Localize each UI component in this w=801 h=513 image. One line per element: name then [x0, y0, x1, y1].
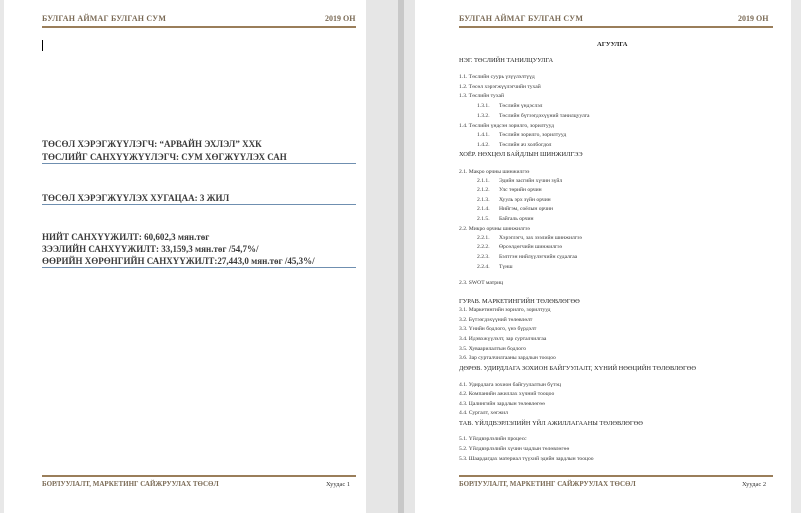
toc-entry[interactable] [477, 133, 566, 139]
toc-entry-text: Улс төрийн орчин [499, 187, 542, 193]
toc-entry[interactable] [477, 188, 542, 194]
toc-entry-text: 1.2. Төсөл хэрэгжүүлэгчийн тухай [459, 84, 541, 90]
toc-entry[interactable] [459, 124, 554, 130]
header-rule [459, 26, 773, 28]
toc-entry[interactable] [459, 411, 508, 417]
project-funder: ТӨСЛИЙГ САНХҮҮЖҮҮЛЭГЧ: СУМ ХӨГЖҮҮЛЭХ САН [42, 152, 287, 162]
toc-entry[interactable] [459, 318, 532, 324]
underline-rule [42, 163, 356, 164]
page-gap [366, 0, 415, 513]
page-header-left: БУЛГАН АЙМАГ БУЛГАН СУМ [42, 14, 167, 23]
toc-entry-text: 4.1. Удирдлага зохион байгуулалтын бүтэц [459, 382, 561, 388]
toc-entry-text: Эдийн засгийн хүчин зүйл [499, 178, 563, 184]
page-footer-left: БОРЛУУЛАЛТ, МАРКЕТИНГ САЙЖРУУЛАХ ТӨСӨЛ [42, 480, 219, 488]
project-implementer: ТӨСӨЛ ХЭРЭГЖҮҮЛЭГЧ: “АРВАЙН ЭХЛЭЛ” ХХК [42, 139, 262, 149]
toc-entry[interactable] [459, 347, 526, 353]
toc-entry[interactable] [477, 179, 562, 185]
page-footer-left: БОРЛУУЛАЛТ, МАРКЕТИНГ САЙЖРУУЛАХ ТӨСӨЛ [459, 480, 636, 488]
toc-entry-text: 1.4. Төслийн үндсэн зорилго, зорилтууд [459, 123, 554, 129]
toc-entry-text: Төслийн ач холбогдол [499, 142, 552, 148]
toc-entry-number: 1.3.1. [477, 103, 490, 109]
toc-entry-number: 2.1.3. [477, 197, 490, 203]
toc-entry[interactable] [459, 227, 530, 233]
toc-entry-number: 1.4.1. [477, 132, 490, 138]
toc-entry-number: 1.4.2. [477, 142, 490, 148]
own-funding: ӨӨРИЙН ХӨРӨНГИЙН САНХҮҮЖИЛТ:27,443,0 мян.төг /45,3%/ [42, 256, 315, 266]
toc-entry[interactable] [477, 217, 534, 223]
toc-entry-text: Төслийн бүтээгдэхүүний танилцуулга [499, 113, 590, 119]
toc-entry[interactable] [459, 437, 527, 443]
toc-entry[interactable] [459, 281, 503, 287]
toc-section-heading[interactable] [459, 299, 580, 305]
toc-entry[interactable] [477, 104, 542, 110]
toc-entry-text: ДӨРӨВ. УДИРДЛАГА ЗОХИОН БАЙГУУЛАЛТ, ХҮНИЙ НӨӨЦИЙН ТӨЛӨВЛӨГӨӨ [459, 365, 696, 372]
toc-entry[interactable] [459, 383, 561, 389]
toc-entry-number: 2.1.1. [477, 178, 490, 184]
page-header-right: 2019 ОН [325, 14, 356, 23]
toc-entry[interactable] [459, 94, 504, 100]
footer-rule [459, 475, 773, 477]
toc-title: АГУУЛГА [597, 41, 628, 48]
toc-entry-number: 2.2.3. [477, 254, 490, 260]
toc-entry-number: 2.1.2. [477, 187, 490, 193]
toc-entry[interactable] [459, 392, 554, 398]
toc-entry-text: Төслийн зорилго, зорилтууд [499, 132, 567, 138]
toc-entry-text: ТАВ. ҮЙЛДВЭРЛЭЛИЙН ҮЙЛ АЖИЛЛАГААНЫ ТӨЛӨВЛӨГӨӨ [459, 420, 643, 427]
toc-entry-text: 4.4. Сургалт, хөгжил [459, 410, 508, 416]
toc-entry[interactable] [459, 170, 529, 176]
toc-section-heading[interactable] [459, 421, 643, 427]
toc-entry-number: 1.3.2. [477, 113, 490, 119]
toc-entry[interactable] [477, 236, 582, 242]
toc-entry-text: 5.3. Шаардагдах материал түүхий эдийн зардлын тооцоо [459, 456, 594, 462]
toc-entry-text: 3.2. Бүтээгдэхүүний төлөвлөлт [459, 317, 533, 323]
toc-entry-text: 3.5. Хуваарилалтын бодлого [459, 346, 527, 352]
toc-entry[interactable] [459, 75, 535, 81]
toc-entry-text: 1.1. Төслийн суурь үзүүлэлтүүд [459, 74, 535, 80]
toc-entry-text: 4.3. Цалингийн зардлын төлөвлөгөө [459, 401, 545, 407]
toc-entry-text: 2.3. SWOT матриц [459, 280, 504, 286]
text-cursor[interactable] [42, 40, 43, 51]
toc-entry-text: 3.1. Маркетингийн зорилго, зорилтууд [459, 307, 551, 313]
page-header-right: 2019 ОН [738, 14, 769, 23]
underline-rule [42, 267, 356, 268]
toc-entry[interactable] [477, 245, 562, 251]
toc-entry-number: 2.2.4. [477, 264, 490, 270]
toc-entry[interactable] [459, 337, 546, 343]
toc-entry-text: 5.2. Үйлдвэрлэлийн хүчин чадлын төлөвлөгөө [459, 446, 570, 452]
toc-entry[interactable] [459, 356, 556, 362]
toc-entry-text: 5.1. Үйлдвэрлэлийн процесс [459, 436, 527, 442]
toc-entry-text: 3.3. Үнийн бодлого, үнэ бүрдэлт [459, 326, 537, 332]
toc-section-heading[interactable] [459, 58, 553, 64]
toc-entry-text: НЭГ. ТӨСЛИЙН ТАНИЛЦУУЛГА [459, 57, 554, 64]
total-funding: НИЙТ САНХҮҮЖИЛТ: 60,602,3 мян.төг [42, 232, 210, 242]
underline-rule [42, 204, 356, 205]
toc-entry-number: 2.1.5. [477, 216, 490, 222]
toc-entry-text: 3.4. Идэвхжүүлэлт, зар сурталчилгаа [459, 336, 547, 342]
toc-entry-number: 2.2.2. [477, 244, 490, 250]
toc-entry[interactable] [477, 198, 551, 204]
toc-section-heading[interactable] [459, 366, 696, 372]
project-duration: ТӨСӨЛ ХЭРЭГЖҮҮЛЭХ ХУГАЦАА: 3 ЖИЛ [42, 193, 230, 203]
toc-entry[interactable] [477, 114, 590, 120]
toc-entry-text: Төслийн үндэслэл [499, 103, 543, 109]
toc-entry-text: ГУРАВ. МАРКЕТИНГИЙН ТӨЛӨВЛӨГӨӨ [459, 298, 580, 305]
toc-entry[interactable] [459, 447, 569, 453]
header-rule [42, 26, 356, 28]
toc-entry[interactable] [477, 207, 553, 213]
toc-entry-text: 2.1. Макро орчны шинжилгээ [459, 169, 530, 175]
toc-entry[interactable] [477, 265, 513, 271]
toc-entry-text: 3.6. Зар сурталчилгааны зардлын тооцоо [459, 355, 556, 361]
toc-entry-number: 2.2.1. [477, 235, 490, 241]
toc-entry[interactable] [459, 402, 545, 408]
page-number: Хуудас 1 [326, 481, 351, 488]
toc-entry-text: 4.2. Компанийн ажиллах хүчний тооцоо [459, 391, 555, 397]
toc-entry-text: Бэлтгэн нийлүүлэгчийн судалгаа [499, 254, 578, 260]
page-header-left: БУЛГАН АЙМАГ БУЛГАН СУМ [459, 14, 584, 23]
toc-entry-text: 2.2. Микро орчны шинжилгээ [459, 226, 530, 232]
page-separator [398, 0, 404, 513]
toc-entry-number: 2.1.4. [477, 206, 490, 212]
toc-entry-text: Нийгэм, соёлын орчин [499, 206, 553, 212]
toc-entry-text: Хэрэглэгч, зах зээлийн шинжилгээ [499, 235, 582, 241]
toc-entry[interactable] [459, 308, 551, 314]
toc-entry-text: Хууль эрх зүйн орчин [499, 197, 551, 203]
toc-entry[interactable] [459, 327, 536, 333]
toc-entry-text: 1.3. Төслийн тухай [459, 93, 505, 99]
toc-entry[interactable] [477, 143, 551, 149]
toc-section-heading[interactable] [459, 152, 583, 158]
page-number: Хуудас 2 [742, 481, 767, 488]
toc-entry-text: ХОЁР. НӨХЦӨЛ БАЙДЛЫН ШИНЖИЛГЭЭ [459, 151, 583, 158]
footer-rule [42, 475, 356, 477]
toc-entry[interactable] [459, 85, 541, 91]
toc-entry[interactable] [477, 255, 577, 261]
toc-entry[interactable] [459, 457, 594, 463]
toc-entry-text: Түнш [499, 264, 513, 270]
loan-funding: ЗЭЭЛИЙН САНХҮҮЖИЛТ: 33,159,3 мян.төг /54,7%/ [42, 244, 259, 254]
toc-entry-text: Өрсөлдөгчийн шинжилгээ [499, 244, 563, 250]
toc-entry-text: Байгаль орчин [499, 216, 534, 222]
